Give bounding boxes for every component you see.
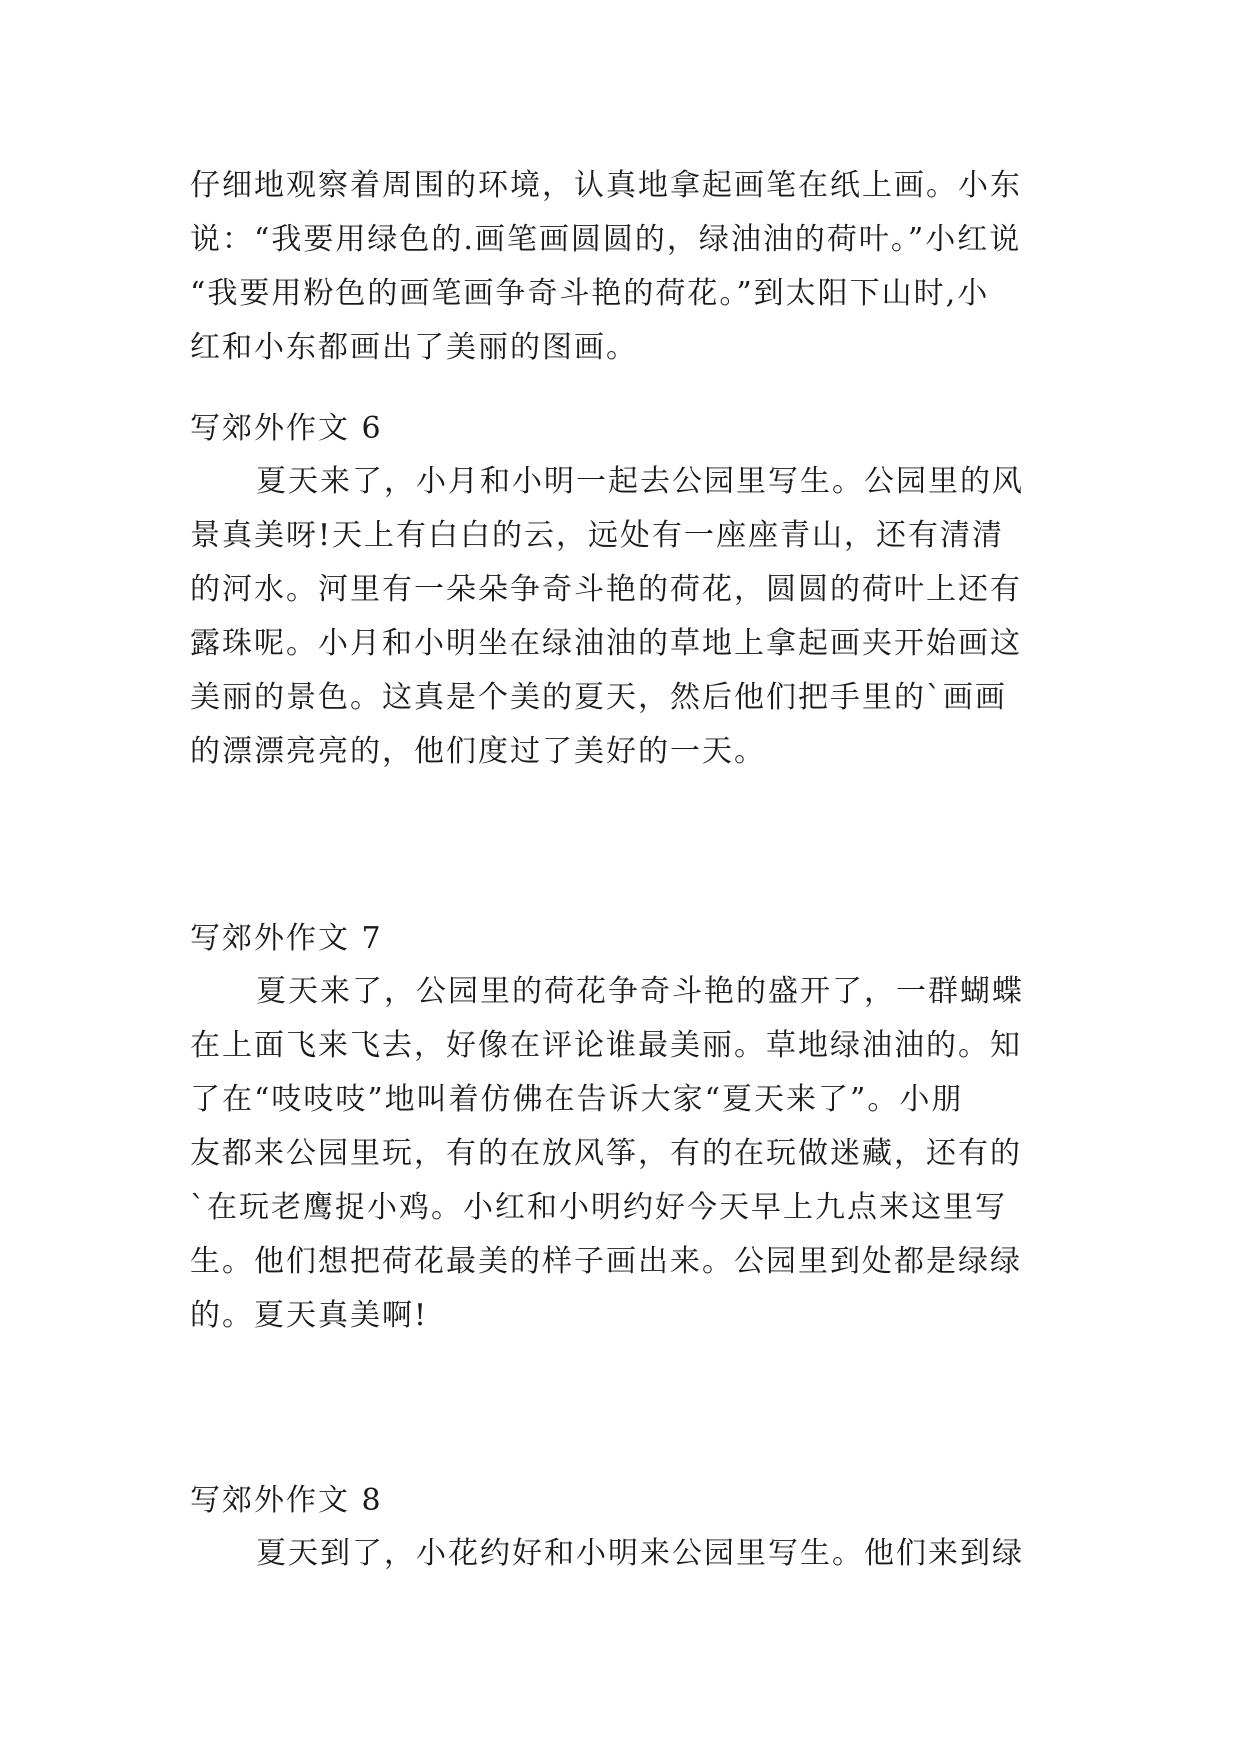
text-line: “我要用粉色的画笔画争奇斗艳的荷花。”到太阳下山时,小 — [190, 276, 990, 311]
section-heading-8: 写郊外作文 8 — [190, 1483, 383, 1518]
text-line: 露珠呢。小月和小明坐在绿油油的草地上拿起画夹开始画这 — [190, 626, 1022, 661]
section-heading-6: 写郊外作文 6 — [190, 411, 383, 446]
text-line: 红和小东都画出了美丽的图画。 — [190, 330, 638, 365]
text-line: 生。他们想把荷花最美的样子画出来。公园里到处都是绿绿 — [190, 1244, 1022, 1279]
text-line: 美丽的景色。这真是个美的夏天，然后他们把手里的`画画 — [190, 680, 1007, 715]
text-line: 友都来公园里玩，有的在放风筝，有的在玩做迷藏，还有的 — [190, 1136, 1022, 1171]
paragraph-essay-6 — [190, 455, 1052, 779]
text-line: 在上面飞来飞去，好像在评论谁最美丽。草地绿油油的。知 — [190, 1028, 1022, 1063]
paragraph-essay-8 — [190, 1527, 1052, 1581]
text-line: 了在“吱吱吱”地叫着仿佛在告诉大家“夏天来了”。小朋 — [190, 1082, 964, 1117]
text-line: `在玩老鹰捉小鸡。小红和小明约好今天早上九点来这里写 — [190, 1190, 1007, 1225]
text-line: 的。夏天真美啊! — [190, 1298, 429, 1333]
text-line: 说：“我要用绿色的.画笔画圆圆的，绿油油的荷叶。”小红说 — [190, 222, 1022, 257]
text-line: 景真美呀!天上有白白的云，远处有一座座青山，还有清清 — [190, 518, 1005, 553]
paragraph-continuation — [190, 159, 1052, 375]
text-line: 仔细地观察着周围的环境，认真地拿起画笔在纸上画。小东 — [190, 168, 1022, 203]
section-heading-7: 写郊外作文 7 — [190, 921, 383, 956]
text-line: 夏天来了，小月和小明一起去公园里写生。公园里的风 — [256, 464, 1024, 499]
paragraph-essay-7 — [190, 965, 1052, 1343]
text-line: 的河水。河里有一朵朵争奇斗艳的荷花，圆圆的荷叶上还有 — [190, 572, 1022, 607]
text-line: 夏天来了，公园里的荷花争奇斗艳的盛开了，一群蝴蝶 — [256, 974, 1024, 1009]
text-line: 的漂漂亮亮的，他们度过了美好的一天。 — [190, 734, 766, 769]
text-line: 夏天到了，小花约好和小明来公园里写生。他们来到绿 — [256, 1536, 1024, 1571]
